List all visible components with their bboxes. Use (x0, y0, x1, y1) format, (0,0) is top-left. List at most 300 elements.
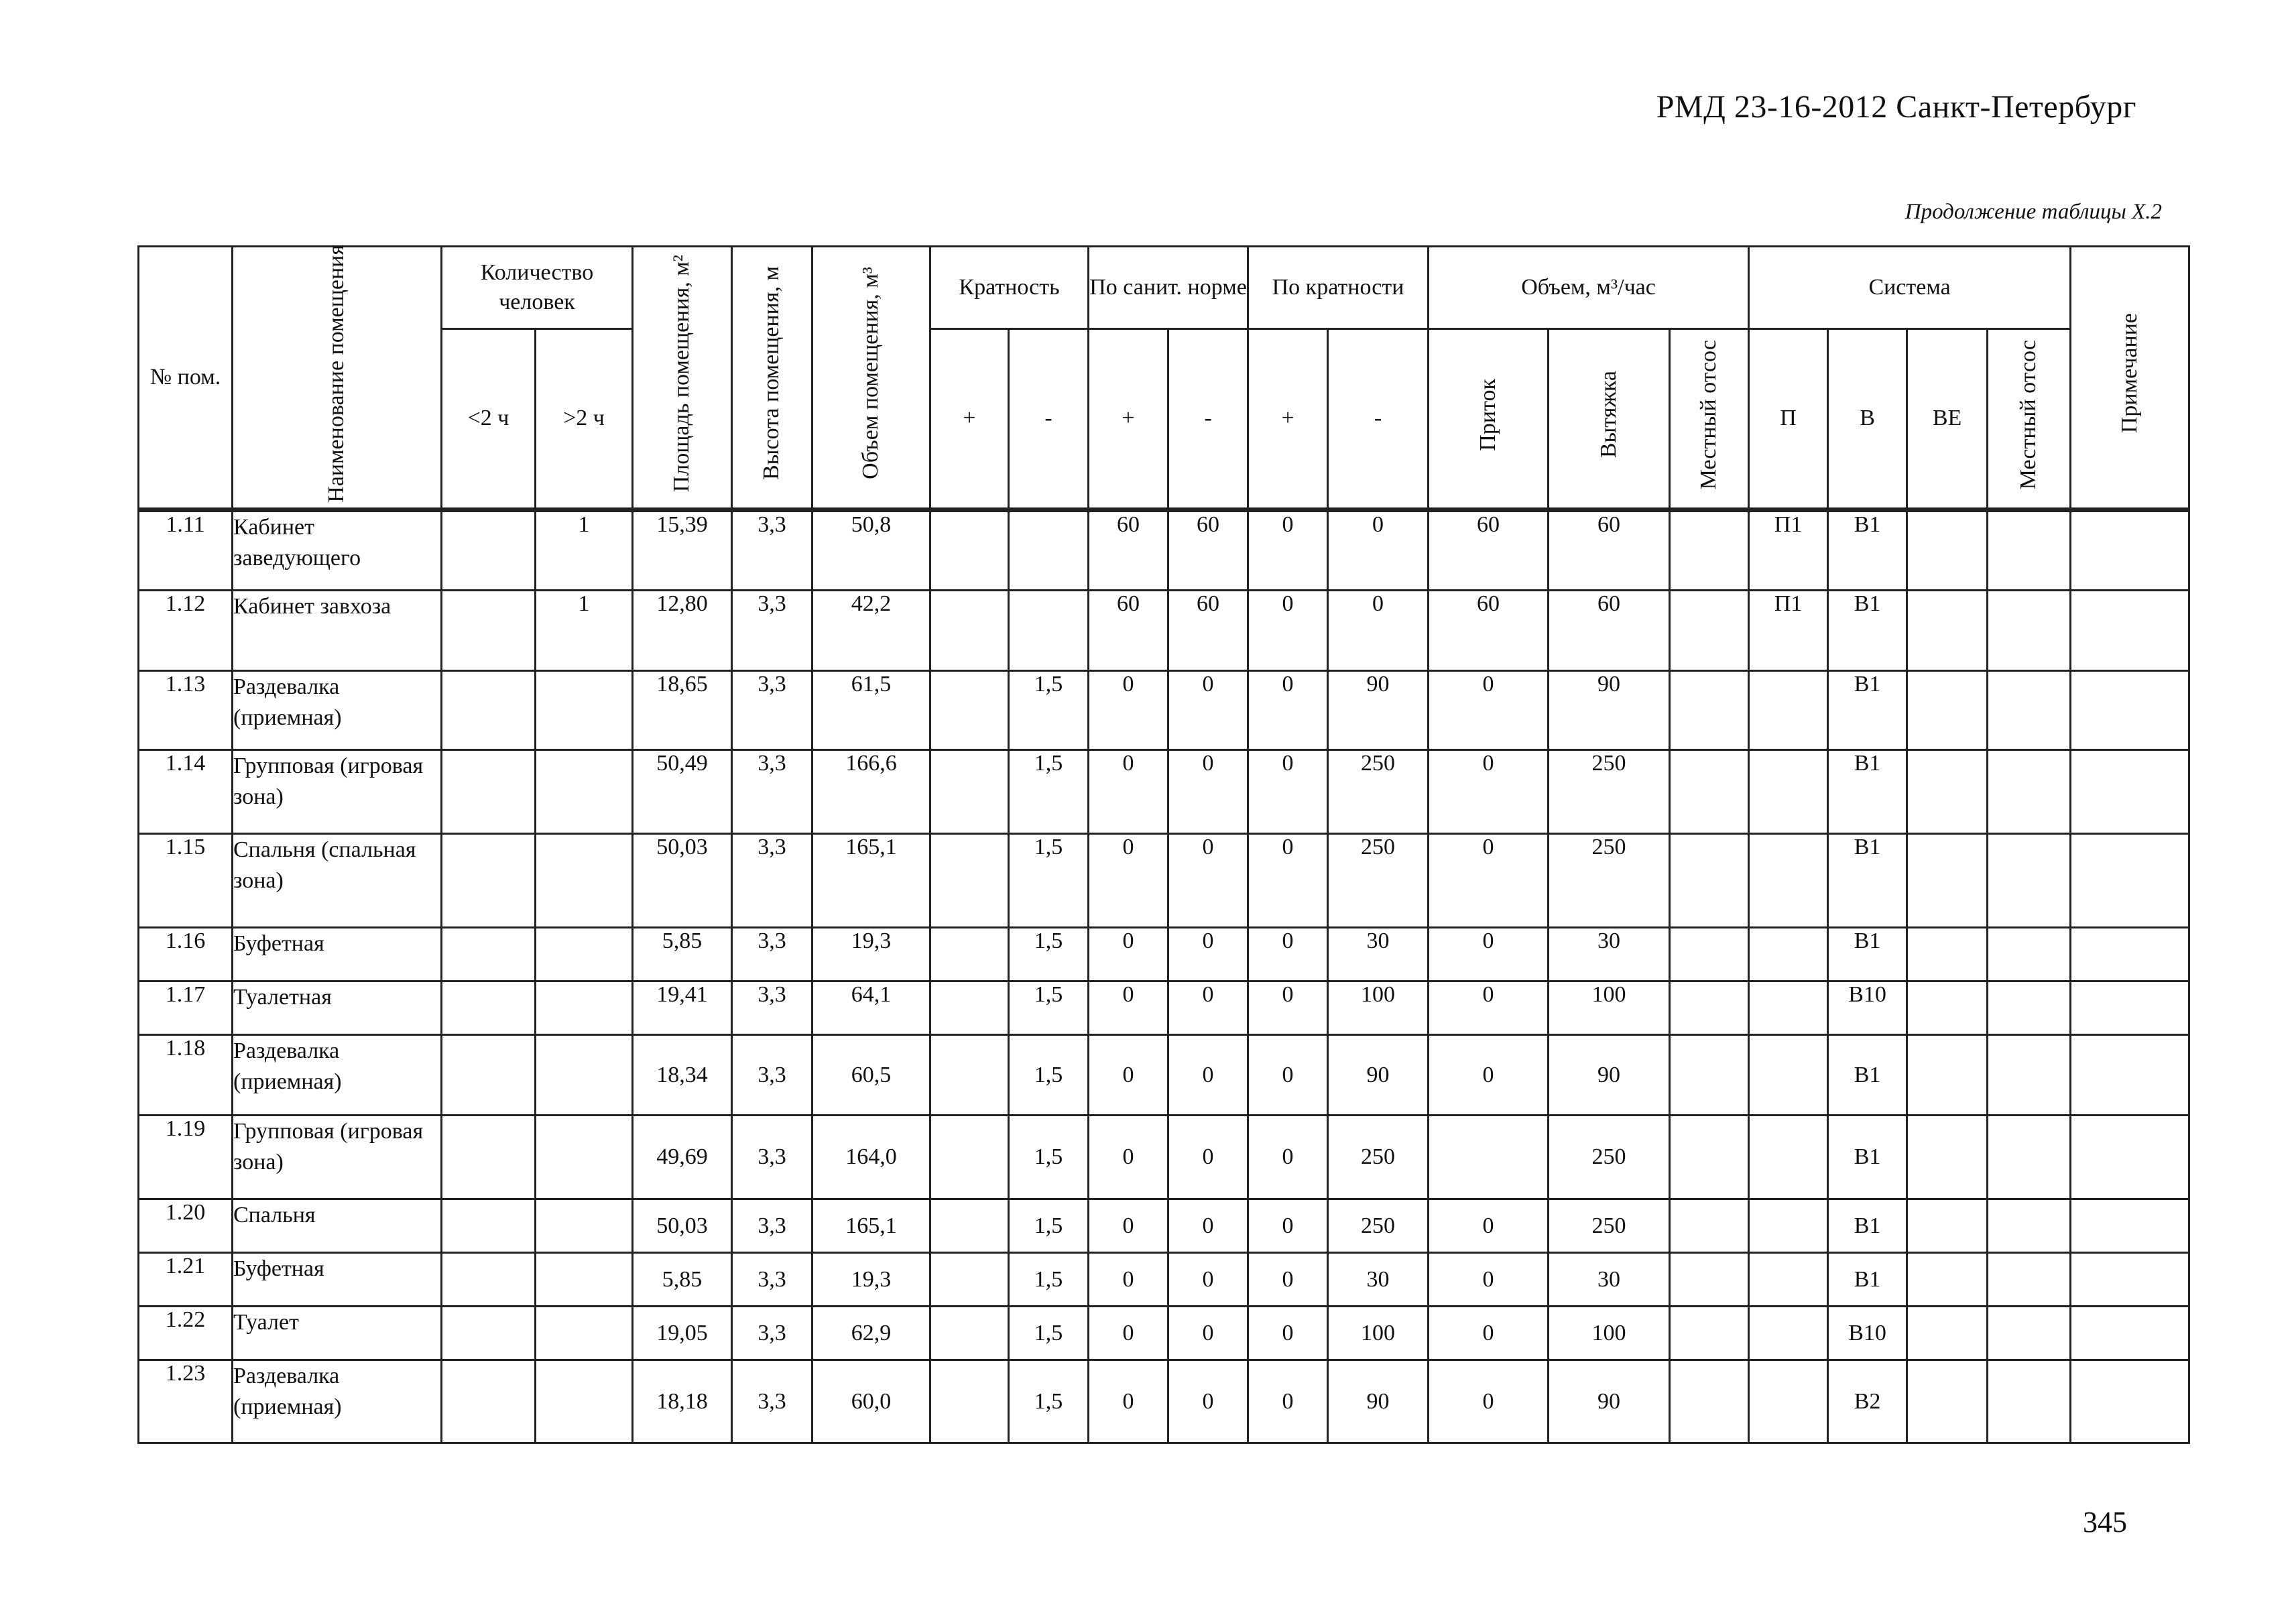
row-sanit-plus: 0 (1089, 1035, 1168, 1116)
row-bykrat-minus: 250 (1328, 834, 1429, 928)
row-sys-v: В1 (1828, 1035, 1907, 1116)
header-flow-out (1549, 329, 1670, 510)
row-people-lt2 (442, 981, 536, 1035)
row-name: Групповая (игровая зона) (233, 1116, 442, 1199)
page-number: 345 (2083, 1506, 2127, 1539)
row-people-lt2 (442, 928, 536, 981)
row-rate-plus (930, 928, 1009, 981)
header-flow: Объем, м³/час (1429, 247, 1749, 329)
row-people-gt2 (536, 1199, 633, 1253)
row-people-gt2 (536, 1360, 633, 1443)
row-sanit-minus: 0 (1168, 981, 1248, 1035)
row-flow-local (1670, 1360, 1749, 1443)
row-sys-ve (1907, 750, 1988, 834)
row-sys-p (1749, 1116, 1828, 1199)
row-people-gt2 (536, 1035, 633, 1116)
row-flow-in: 60 (1429, 591, 1549, 671)
row-rate-minus: 1,5 (1009, 1199, 1089, 1253)
row-note (2071, 834, 2189, 928)
row-name: Кабинет завхоза (233, 591, 442, 671)
row-area: 12,80 (633, 591, 732, 671)
header-flow-local (1670, 329, 1749, 510)
row-sys-p (1749, 928, 1828, 981)
row-sys-ve (1907, 591, 1988, 671)
row-sys-ve (1907, 1307, 1988, 1360)
row-flow-local (1670, 591, 1749, 671)
header-sys-local (1988, 329, 2071, 510)
header-sanit-plus: + (1089, 329, 1168, 510)
row-sys-p (1749, 1360, 1828, 1443)
row-area: 15,39 (633, 510, 732, 591)
table-row (139, 928, 2189, 981)
row-flow-local (1670, 834, 1749, 928)
table-row (139, 1035, 2189, 1116)
row-height: 3,3 (732, 1199, 812, 1253)
row-volume: 60,0 (812, 1360, 930, 1443)
row-people-lt2 (442, 1035, 536, 1116)
row-sys-ve (1907, 510, 1988, 591)
row-height: 3,3 (732, 1307, 812, 1360)
row-sys-v: В1 (1828, 750, 1907, 834)
row-num: 1.18 (139, 1035, 233, 1116)
row-bykrat-plus: 0 (1248, 928, 1328, 981)
row-sys-local (1988, 928, 2071, 981)
row-sanit-plus: 0 (1089, 671, 1168, 750)
header-bykrat-plus: + (1248, 329, 1328, 510)
row-area: 49,69 (633, 1116, 732, 1199)
row-bykrat-plus: 0 (1248, 1035, 1328, 1116)
row-volume: 165,1 (812, 834, 930, 928)
row-rate-minus: 1,5 (1009, 1253, 1089, 1307)
ventilation-table (137, 245, 2190, 1444)
row-bykrat-minus: 250 (1328, 1116, 1429, 1199)
row-sys-local (1988, 1360, 2071, 1443)
row-rate-plus (930, 750, 1009, 834)
row-flow-out: 100 (1549, 1307, 1670, 1360)
row-note (2071, 671, 2189, 750)
row-sanit-plus: 0 (1089, 1199, 1168, 1253)
row-note (2071, 750, 2189, 834)
row-volume: 60,5 (812, 1035, 930, 1116)
row-sys-p (1749, 671, 1828, 750)
header-area (633, 247, 732, 510)
header-sys-p: П (1749, 329, 1828, 510)
header-system: Система (1749, 247, 2071, 329)
row-area: 50,03 (633, 834, 732, 928)
row-sanit-plus: 0 (1089, 981, 1168, 1035)
row-bykrat-plus: 0 (1248, 1199, 1328, 1253)
row-sys-ve (1907, 1199, 1988, 1253)
row-rate-plus (930, 671, 1009, 750)
header-sanit-minus: - (1168, 329, 1248, 510)
row-people-lt2 (442, 1116, 536, 1199)
row-num: 1.20 (139, 1199, 233, 1253)
row-flow-in: 0 (1429, 1307, 1549, 1360)
row-bykrat-plus: 0 (1248, 591, 1328, 671)
table-row (139, 1307, 2189, 1360)
header-people: Количество человек (442, 247, 633, 329)
row-people-gt2 (536, 981, 633, 1035)
header-rate-minus: - (1009, 329, 1089, 510)
row-people-lt2 (442, 671, 536, 750)
row-sys-local (1988, 671, 2071, 750)
row-name: Туалетная (233, 981, 442, 1035)
row-rate-minus: 1,5 (1009, 1307, 1089, 1360)
row-people-lt2 (442, 1199, 536, 1253)
row-sys-ve (1907, 671, 1988, 750)
row-volume: 64,1 (812, 981, 930, 1035)
row-num: 1.14 (139, 750, 233, 834)
header-area-label: Площадь помещения, м² (669, 254, 694, 493)
row-sanit-minus: 0 (1168, 834, 1248, 928)
row-sanit-plus: 0 (1089, 834, 1168, 928)
row-sys-local (1988, 510, 2071, 591)
row-flow-local (1670, 510, 1749, 591)
row-people-gt2 (536, 1116, 633, 1199)
table-body (139, 510, 2189, 1443)
row-flow-out: 90 (1549, 671, 1670, 750)
row-sys-v: В2 (1828, 1360, 1907, 1443)
table-row (139, 1199, 2189, 1253)
row-rate-plus (930, 1116, 1009, 1199)
row-sys-ve (1907, 1253, 1988, 1307)
row-people-gt2 (536, 1253, 633, 1307)
row-sys-p (1749, 1035, 1828, 1116)
row-people-lt2 (442, 1253, 536, 1307)
row-name: Спальня (233, 1199, 442, 1253)
row-bykrat-minus: 90 (1328, 1360, 1429, 1443)
row-rate-plus (930, 1360, 1009, 1443)
row-rate-plus (930, 1307, 1009, 1360)
row-rate-plus (930, 1253, 1009, 1307)
header-people-lt2: <2 ч (442, 329, 536, 510)
row-num: 1.17 (139, 981, 233, 1035)
row-rate-minus: 1,5 (1009, 1116, 1089, 1199)
header-name-label: Наименование помещения (324, 244, 349, 503)
row-flow-local (1670, 1035, 1749, 1116)
row-note (2071, 591, 2189, 671)
row-flow-out: 250 (1549, 1199, 1670, 1253)
row-sanit-plus: 0 (1089, 750, 1168, 834)
row-rate-minus (1009, 510, 1089, 591)
row-name: Спальня (спальная зона) (233, 834, 442, 928)
row-bykrat-minus: 90 (1328, 671, 1429, 750)
header-bykrat-minus: - (1328, 329, 1429, 510)
row-flow-in: 60 (1429, 510, 1549, 591)
row-bykrat-plus: 0 (1248, 1360, 1328, 1443)
row-rate-minus: 1,5 (1009, 671, 1089, 750)
row-area: 18,34 (633, 1035, 732, 1116)
row-height: 3,3 (732, 750, 812, 834)
row-note (2071, 1199, 2189, 1253)
row-flow-out: 30 (1549, 928, 1670, 981)
row-sys-ve (1907, 1116, 1988, 1199)
row-area: 19,41 (633, 981, 732, 1035)
row-height: 3,3 (732, 1360, 812, 1443)
row-people-gt2 (536, 928, 633, 981)
row-flow-out: 250 (1549, 1116, 1670, 1199)
row-height: 3,3 (732, 928, 812, 981)
row-name: Буфетная (233, 1253, 442, 1307)
header-flow-out-label: Вытяжка (1595, 371, 1621, 459)
row-sys-v: В1 (1828, 1253, 1907, 1307)
header-people-gt2: >2 ч (536, 329, 633, 510)
table-row (139, 1360, 2189, 1443)
row-bykrat-plus: 0 (1248, 671, 1328, 750)
row-sanit-plus: 60 (1089, 591, 1168, 671)
row-area: 5,85 (633, 1253, 732, 1307)
row-rate-plus (930, 510, 1009, 591)
row-bykrat-plus: 0 (1248, 1307, 1328, 1360)
row-height: 3,3 (732, 671, 812, 750)
row-flow-in: 0 (1429, 981, 1549, 1035)
row-people-lt2 (442, 591, 536, 671)
row-name: Групповая (игровая зона) (233, 750, 442, 834)
row-sys-v: В1 (1828, 1116, 1907, 1199)
row-area: 50,03 (633, 1199, 732, 1253)
row-rate-minus (1009, 591, 1089, 671)
row-sanit-plus: 0 (1089, 1360, 1168, 1443)
row-sys-p: П1 (1749, 510, 1828, 591)
header-flow-in (1429, 329, 1549, 510)
row-bykrat-minus: 30 (1328, 1253, 1429, 1307)
row-flow-in: 0 (1429, 1360, 1549, 1443)
row-flow-out: 60 (1549, 591, 1670, 671)
row-people-gt2 (536, 671, 633, 750)
row-flow-in: 0 (1429, 671, 1549, 750)
row-sys-v: В1 (1828, 928, 1907, 981)
row-people-gt2 (536, 834, 633, 928)
row-sys-local (1988, 1199, 2071, 1253)
row-bykrat-minus: 90 (1328, 1035, 1429, 1116)
row-bykrat-minus: 30 (1328, 928, 1429, 981)
row-sys-v: В1 (1828, 1199, 1907, 1253)
row-flow-local (1670, 1253, 1749, 1307)
row-rate-minus: 1,5 (1009, 1035, 1089, 1116)
row-name: Раздевалка (приемная) (233, 671, 442, 750)
row-rate-plus (930, 834, 1009, 928)
row-num: 1.23 (139, 1360, 233, 1443)
row-sys-ve (1907, 1360, 1988, 1443)
row-sys-v: В1 (1828, 591, 1907, 671)
row-height: 3,3 (732, 1116, 812, 1199)
row-sys-v: В1 (1828, 834, 1907, 928)
row-num: 1.15 (139, 834, 233, 928)
row-volume: 50,8 (812, 510, 930, 591)
header-height-label: Высота помещения, м (759, 266, 784, 481)
row-flow-out: 90 (1549, 1360, 1670, 1443)
row-people-lt2 (442, 1360, 536, 1443)
row-sys-v: В10 (1828, 1307, 1907, 1360)
row-people-gt2: 1 (536, 510, 633, 591)
row-name: Туалет (233, 1307, 442, 1360)
row-people-gt2: 1 (536, 591, 633, 671)
row-sys-p: П1 (1749, 591, 1828, 671)
row-sanit-minus: 60 (1168, 591, 1248, 671)
row-height: 3,3 (732, 1253, 812, 1307)
header-sanit: По санит. норме (1089, 247, 1248, 329)
row-flow-out: 100 (1549, 981, 1670, 1035)
row-flow-local (1670, 928, 1749, 981)
row-rate-minus: 1,5 (1009, 981, 1089, 1035)
table-row (139, 834, 2189, 928)
row-sanit-minus: 0 (1168, 1253, 1248, 1307)
row-sys-ve (1907, 834, 1988, 928)
row-sys-p (1749, 750, 1828, 834)
row-sys-ve (1907, 928, 1988, 981)
row-rate-minus: 1,5 (1009, 928, 1089, 981)
row-sys-local (1988, 1035, 2071, 1116)
table-row (139, 591, 2189, 671)
row-num: 1.11 (139, 510, 233, 591)
row-sys-p (1749, 1253, 1828, 1307)
document-title: РМД 23-16-2012 Санкт-Петербург (1656, 89, 2136, 125)
row-people-lt2 (442, 510, 536, 591)
header-volume (812, 247, 930, 510)
table-row (139, 1116, 2189, 1199)
row-sanit-minus: 0 (1168, 1035, 1248, 1116)
header-sys-local-label: Местный отсос (2016, 339, 2041, 490)
header-sys-v: В (1828, 329, 1907, 510)
row-bykrat-minus: 0 (1328, 510, 1429, 591)
row-area: 19,05 (633, 1307, 732, 1360)
header-note (2071, 247, 2189, 510)
row-note (2071, 981, 2189, 1035)
row-volume: 62,9 (812, 1307, 930, 1360)
row-flow-out: 90 (1549, 1035, 1670, 1116)
header-rate: Кратность (930, 247, 1089, 329)
row-sanit-minus: 0 (1168, 750, 1248, 834)
row-name: Буфетная (233, 928, 442, 981)
row-sys-v: В10 (1828, 981, 1907, 1035)
row-sys-local (1988, 981, 2071, 1035)
row-height: 3,3 (732, 1035, 812, 1116)
row-note (2071, 1253, 2189, 1307)
row-sys-local (1988, 1253, 2071, 1307)
row-flow-in: 0 (1429, 928, 1549, 981)
row-sys-local (1988, 834, 2071, 928)
row-height: 3,3 (732, 981, 812, 1035)
table-row (139, 981, 2189, 1035)
row-bykrat-plus: 0 (1248, 510, 1328, 591)
row-sys-p (1749, 1307, 1828, 1360)
row-sys-v: В1 (1828, 671, 1907, 750)
header-num: № пом. (139, 247, 233, 510)
row-bykrat-plus: 0 (1248, 834, 1328, 928)
row-flow-in (1429, 1116, 1549, 1199)
row-sys-local (1988, 591, 2071, 671)
row-name: Раздевалка (приемная) (233, 1035, 442, 1116)
row-flow-local (1670, 750, 1749, 834)
row-flow-in: 0 (1429, 1253, 1549, 1307)
row-note (2071, 1360, 2189, 1443)
row-volume: 19,3 (812, 928, 930, 981)
row-people-gt2 (536, 1307, 633, 1360)
row-bykrat-minus: 0 (1328, 591, 1429, 671)
row-flow-out: 60 (1549, 510, 1670, 591)
row-note (2071, 1307, 2189, 1360)
row-rate-plus (930, 591, 1009, 671)
row-note (2071, 1116, 2189, 1199)
row-bykrat-minus: 250 (1328, 1199, 1429, 1253)
row-bykrat-minus: 250 (1328, 750, 1429, 834)
row-height: 3,3 (732, 591, 812, 671)
row-people-lt2 (442, 1307, 536, 1360)
row-note (2071, 1035, 2189, 1116)
table-caption: Продолжение таблицы Х.2 (1905, 200, 2162, 224)
header-note-label: Примечание (2117, 313, 2142, 434)
row-sys-ve (1907, 1035, 1988, 1116)
header-bykrat: По кратности (1248, 247, 1429, 329)
header-flow-local-label: Местный отсос (1696, 339, 1721, 490)
row-num: 1.21 (139, 1253, 233, 1307)
row-flow-out: 250 (1549, 834, 1670, 928)
row-sys-local (1988, 750, 2071, 834)
row-bykrat-minus: 100 (1328, 1307, 1429, 1360)
row-volume: 166,6 (812, 750, 930, 834)
table-row (139, 750, 2189, 834)
row-area: 5,85 (633, 928, 732, 981)
row-bykrat-plus: 0 (1248, 750, 1328, 834)
row-sys-local (1988, 1307, 2071, 1360)
row-area: 50,49 (633, 750, 732, 834)
table-row (139, 1253, 2189, 1307)
row-sys-local (1988, 1116, 2071, 1199)
header-volume-label: Объем помещения, м³ (858, 267, 884, 480)
row-sys-v: В1 (1828, 510, 1907, 591)
row-flow-local (1670, 671, 1749, 750)
table-row (139, 510, 2189, 591)
row-sys-p (1749, 981, 1828, 1035)
row-flow-in: 0 (1429, 1035, 1549, 1116)
row-sanit-minus: 0 (1168, 1360, 1248, 1443)
row-flow-in: 0 (1429, 750, 1549, 834)
row-rate-plus (930, 1035, 1009, 1116)
row-num: 1.13 (139, 671, 233, 750)
row-rate-plus (930, 981, 1009, 1035)
row-sanit-minus: 0 (1168, 671, 1248, 750)
row-rate-plus (930, 1199, 1009, 1253)
row-flow-in: 0 (1429, 834, 1549, 928)
row-sys-p (1749, 834, 1828, 928)
row-volume: 19,3 (812, 1253, 930, 1307)
row-sanit-plus: 0 (1089, 1307, 1168, 1360)
row-flow-out: 250 (1549, 750, 1670, 834)
row-num: 1.12 (139, 591, 233, 671)
row-bykrat-plus: 0 (1248, 1116, 1328, 1199)
row-num: 1.19 (139, 1116, 233, 1199)
row-volume: 164,0 (812, 1116, 930, 1199)
row-people-lt2 (442, 834, 536, 928)
row-area: 18,18 (633, 1360, 732, 1443)
row-sanit-minus: 0 (1168, 1199, 1248, 1253)
row-bykrat-plus: 0 (1248, 981, 1328, 1035)
row-bykrat-minus: 100 (1328, 981, 1429, 1035)
row-people-lt2 (442, 750, 536, 834)
row-height: 3,3 (732, 834, 812, 928)
row-sanit-plus: 0 (1089, 1253, 1168, 1307)
row-rate-minus: 1,5 (1009, 834, 1089, 928)
row-flow-local (1670, 1307, 1749, 1360)
row-bykrat-plus: 0 (1248, 1253, 1328, 1307)
row-flow-local (1670, 1116, 1749, 1199)
row-rate-minus: 1,5 (1009, 1360, 1089, 1443)
row-volume: 165,1 (812, 1199, 930, 1253)
row-flow-in: 0 (1429, 1199, 1549, 1253)
row-name: Раздевалка (приемная) (233, 1360, 442, 1443)
row-sys-ve (1907, 981, 1988, 1035)
header-height (732, 247, 812, 510)
